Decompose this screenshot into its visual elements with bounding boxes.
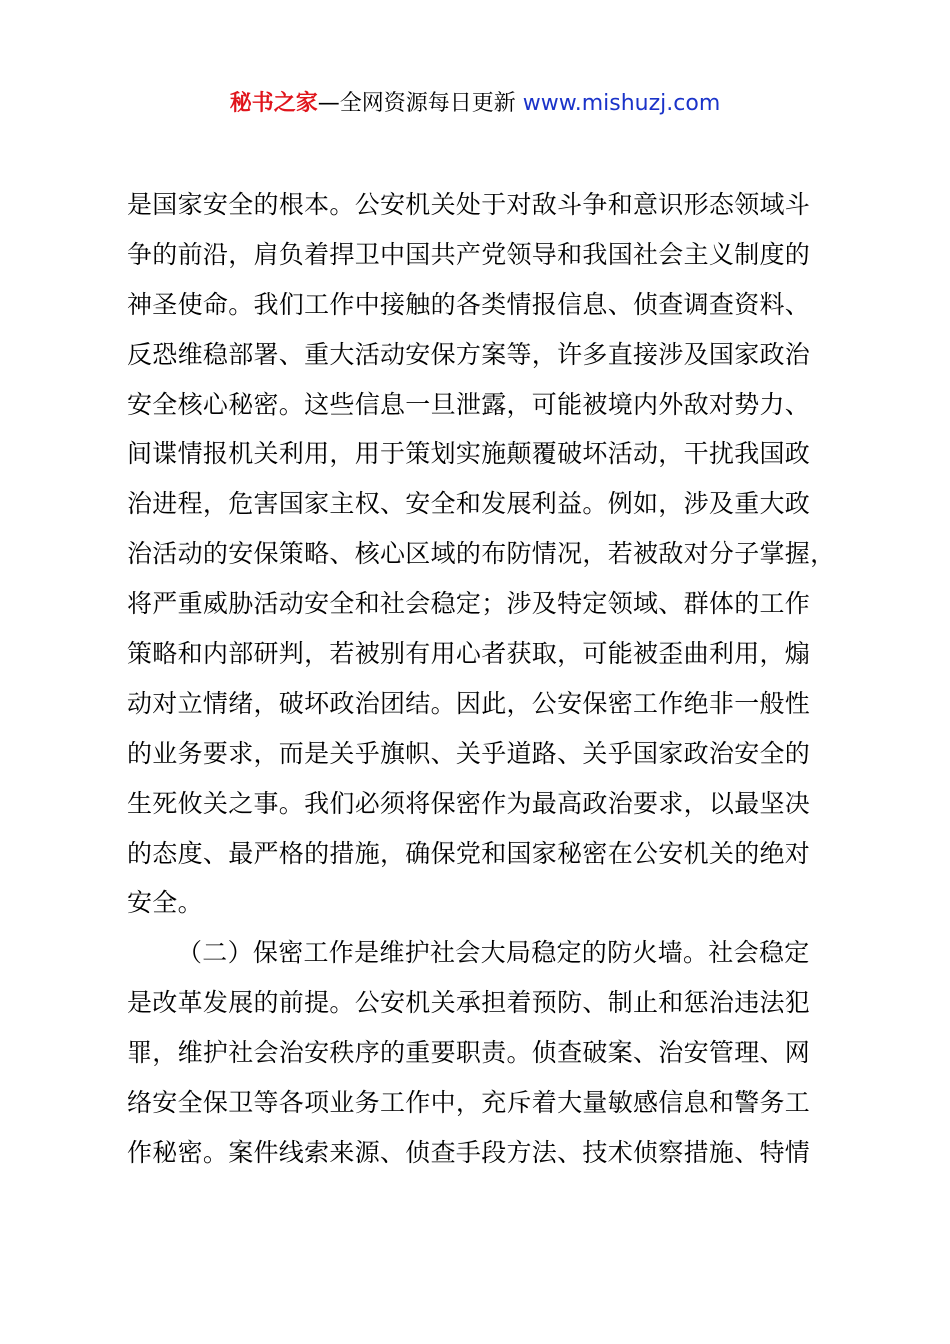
- header-tagline: —全网资源每日更新: [317, 91, 523, 116]
- section-heading-line: （二）保密工作是维护社会大局稳定的防火墙。社会稳定: [177, 938, 810, 968]
- text-line: 动对立情绪，破坏政治团结。因此，公安保密工作绝非一般性: [127, 688, 811, 718]
- text-line: 络安全保卫等各项业务工作中，充斥着大量敏感信息和警务工: [127, 1088, 811, 1118]
- text-line: 治活动的安保策略、核心区域的布防情况，若被敌对分子掌握，: [127, 539, 836, 569]
- text-line: 安全核心秘密。这些信息一旦泄露，可能被境内外敌对势力、: [127, 389, 811, 419]
- text-line: 生死攸关之事。我们必须将保密作为最高政治要求，以最坚决: [127, 788, 811, 818]
- text-line: 是国家安全的根本。公安机关处于对敌斗争和意识形态领域斗: [127, 190, 811, 219]
- text-line: 将严重威胁活动安全和社会稳定；涉及特定领域、群体的工作: [127, 589, 811, 619]
- text-line: 罪，维护社会治安秩序的重要职责。侦查破案、治安管理、网: [127, 1038, 811, 1068]
- text-line: 神圣使命。我们工作中接触的各类情报信息、侦查调查资料、: [127, 289, 811, 319]
- header-url: www.mishuzj.com: [522, 91, 721, 116]
- text-line: 是改革发展的前提。公安机关承担着预防、制止和惩治违法犯: [127, 988, 811, 1018]
- text-line: 反恐维稳部署、重大活动安保方案等，许多直接涉及国家政治: [127, 339, 811, 369]
- text-line: 争的前沿，肩负着捍卫中国共产党领导和我国社会主义制度的: [127, 239, 811, 269]
- text-line: 的态度、最严格的措施，确保党和国家秘密在公安机关的绝对: [127, 838, 811, 868]
- text-line: 治进程，危害国家主权、安全和发展利益。例如，涉及重大政: [127, 489, 811, 519]
- text-line: 作秘密。案件线索来源、侦查手段方法、技术侦察措施、特情: [127, 1137, 811, 1167]
- text-line: 策略和内部研判，若被别有用心者获取，可能被歪曲利用，煽: [127, 639, 811, 669]
- document-body: [127, 180, 847, 1178]
- text-line: 的业务要求，而是关乎旗帜、关乎道路、关乎国家政治安全的: [127, 738, 811, 768]
- brand-name: 秘书之家: [229, 91, 318, 116]
- text-line: 间谍情报机关利用，用于策划实施颠覆破坏活动，干扰我国政: [127, 439, 811, 469]
- text-line: 安全。: [127, 888, 203, 918]
- page-header: [0, 88, 950, 120]
